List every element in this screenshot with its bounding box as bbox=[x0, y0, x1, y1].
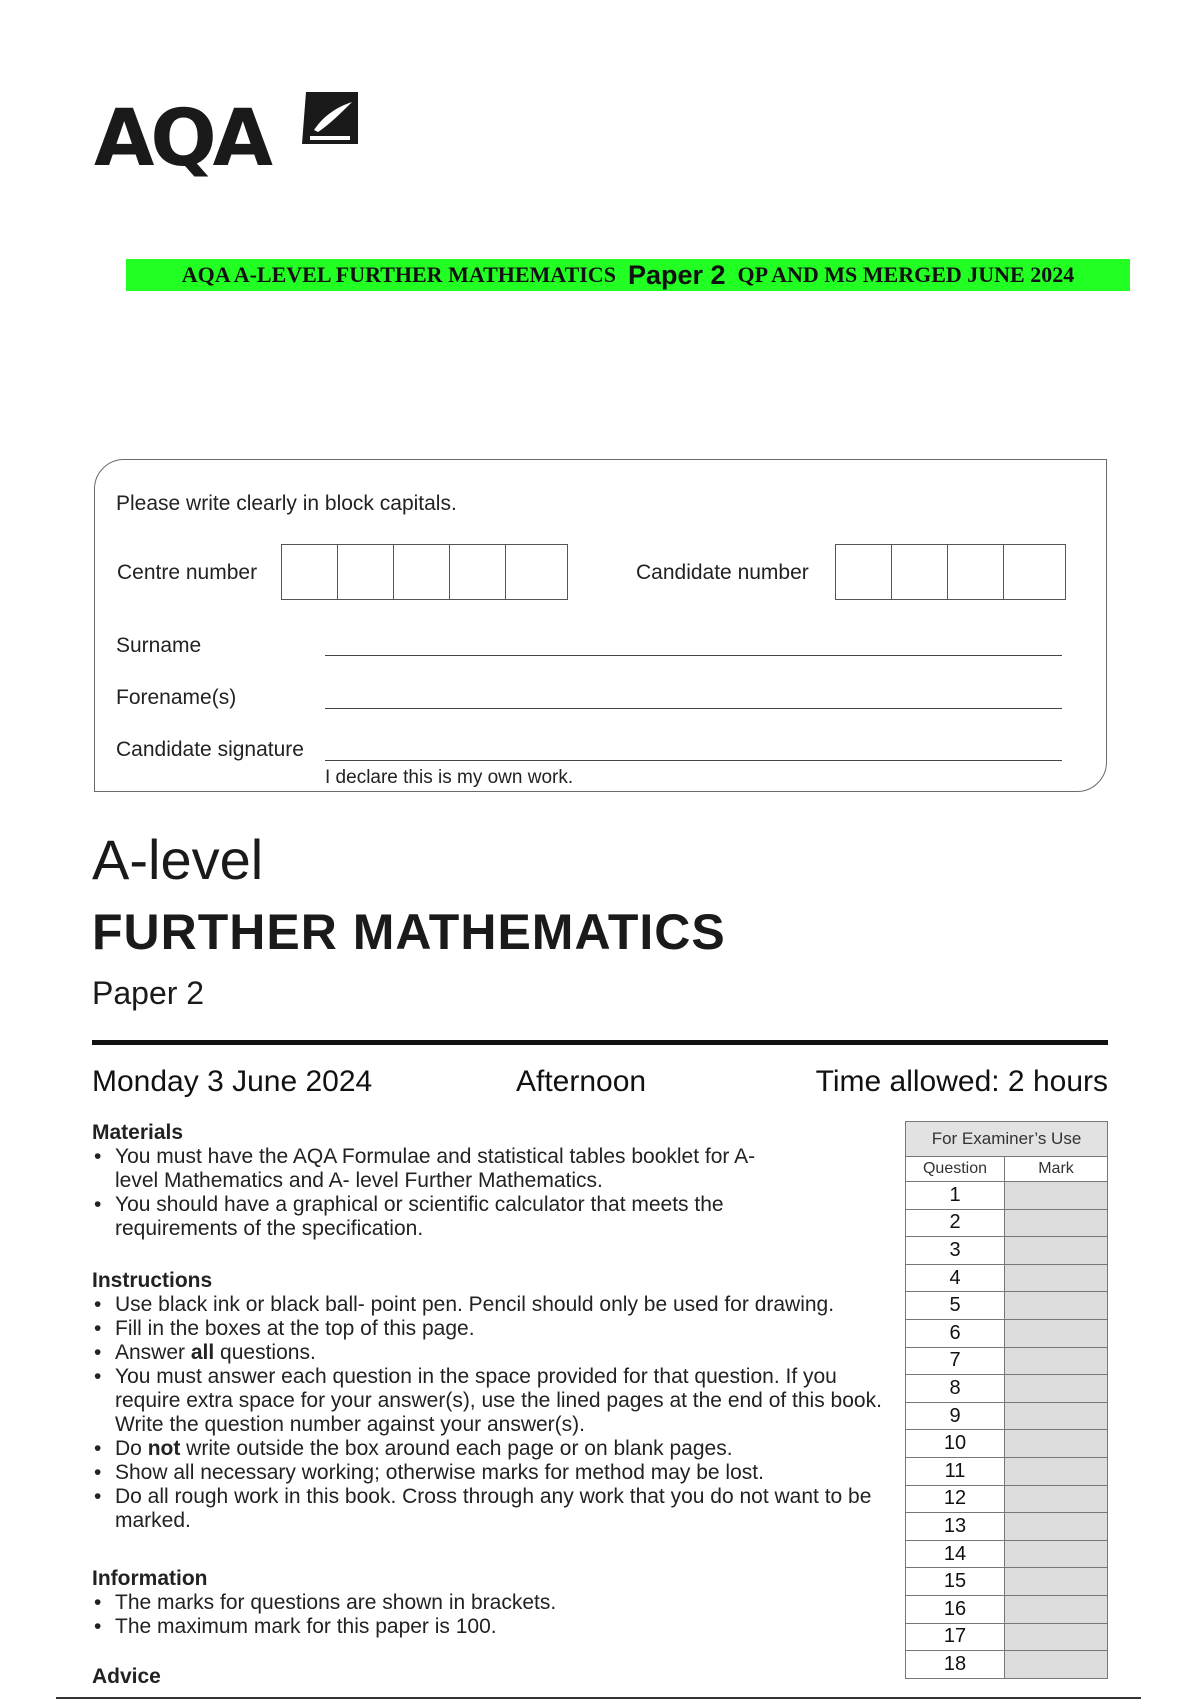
information-section bbox=[92, 1567, 892, 1639]
candidate-digit-box[interactable] bbox=[836, 545, 892, 599]
table-row bbox=[906, 1375, 1108, 1403]
centre-digit-box[interactable] bbox=[450, 545, 506, 599]
subject-title: FURTHER MATHEMATICS bbox=[92, 904, 726, 960]
list-item: • Show all necessary working; otherwise marks for method may be lost. bbox=[92, 1461, 892, 1485]
list-item: • The marks for questions are shown in brackets. bbox=[92, 1591, 892, 1615]
banner-part1: AQA A-LEVEL FURTHER MATHEMATICS bbox=[181, 262, 616, 287]
instructions-heading: Instructions bbox=[92, 1269, 213, 1292]
list-item: • You should have a graphical or scientific calculator that meets the requirements of the specification. bbox=[92, 1193, 795, 1241]
forenames-field[interactable] bbox=[325, 708, 1062, 709]
question-number: 1 bbox=[906, 1182, 1005, 1210]
materials-heading: Materials bbox=[92, 1121, 184, 1144]
instructions-section bbox=[92, 1269, 892, 1533]
table-row bbox=[906, 1623, 1108, 1651]
mark-cell bbox=[1005, 1623, 1108, 1651]
mark-column-header: Mark bbox=[1005, 1157, 1108, 1182]
list-item: • You must have the AQA Formulae and statistical tables booklet for A- level Mathematics and A- level Further Mathematics. bbox=[92, 1145, 795, 1193]
question-number: 10 bbox=[906, 1430, 1005, 1458]
candidate-digit-box[interactable] bbox=[948, 545, 1004, 599]
candidate-number-field[interactable] bbox=[835, 544, 1066, 600]
banner-part2: QP AND MS MERGED JUNE 2024 bbox=[737, 262, 1075, 287]
block-capitals-instruction: Please write clearly in block capitals. bbox=[116, 492, 457, 515]
mark-cell bbox=[1005, 1264, 1108, 1292]
mark-cell bbox=[1005, 1540, 1108, 1568]
list-item: • Fill in the boxes at the top of this page. bbox=[92, 1317, 892, 1341]
question-number: 2 bbox=[906, 1209, 1005, 1237]
table-row bbox=[906, 1568, 1108, 1596]
exam-date: Monday 3 June 2024 bbox=[92, 1065, 373, 1098]
centre-digit-box[interactable] bbox=[506, 545, 562, 599]
table-row bbox=[906, 1237, 1108, 1265]
table-row bbox=[906, 1402, 1108, 1430]
signature-label: Candidate signature bbox=[116, 738, 304, 761]
question-number: 13 bbox=[906, 1513, 1005, 1541]
table-row bbox=[906, 1319, 1108, 1347]
page-bottom-rule bbox=[56, 1697, 1141, 1699]
centre-digit-box[interactable] bbox=[338, 545, 394, 599]
table-row bbox=[906, 1513, 1108, 1541]
exam-session: Afternoon bbox=[516, 1065, 647, 1098]
surname-label: Surname bbox=[116, 634, 202, 657]
surname-field[interactable] bbox=[325, 655, 1062, 656]
candidate-number-label: Candidate number bbox=[636, 561, 809, 584]
question-number: 12 bbox=[906, 1485, 1005, 1513]
table-row bbox=[906, 1485, 1108, 1513]
logo-text: AQA bbox=[94, 94, 270, 184]
table-row bbox=[906, 1264, 1108, 1292]
centre-number-label: Centre number bbox=[117, 561, 258, 584]
title-banner bbox=[126, 259, 1130, 291]
table-row bbox=[906, 1347, 1108, 1375]
mark-cell bbox=[1005, 1568, 1108, 1596]
mark-cell bbox=[1005, 1651, 1108, 1679]
mark-cell bbox=[1005, 1319, 1108, 1347]
mark-cell bbox=[1005, 1347, 1108, 1375]
qualification-level: A-level bbox=[92, 828, 264, 891]
question-number: 11 bbox=[906, 1457, 1005, 1485]
question-number: 4 bbox=[906, 1264, 1005, 1292]
heading-rule bbox=[92, 1040, 1108, 1045]
mark-cell bbox=[1005, 1485, 1108, 1513]
question-number: 15 bbox=[906, 1568, 1005, 1596]
question-number: 16 bbox=[906, 1595, 1005, 1623]
list-item: • Do all rough work in this book. Cross through any work that you do not want to be marked. bbox=[92, 1485, 895, 1533]
question-number: 3 bbox=[906, 1237, 1005, 1265]
declaration-text: I declare this is my own work. bbox=[325, 767, 574, 788]
mark-cell bbox=[1005, 1237, 1108, 1265]
advice-section bbox=[92, 1665, 892, 1689]
signature-field[interactable] bbox=[325, 760, 1062, 761]
question-number: 8 bbox=[906, 1375, 1005, 1403]
information-heading: Information bbox=[92, 1567, 208, 1590]
list-item: • The maximum mark for this paper is 100. bbox=[92, 1615, 892, 1639]
paper-title: Paper 2 bbox=[92, 975, 205, 1011]
list-item: • Do not write outside the box around each page or on blank pages. bbox=[92, 1437, 892, 1461]
question-number: 14 bbox=[906, 1540, 1005, 1568]
question-number: 7 bbox=[906, 1347, 1005, 1375]
mark-cell bbox=[1005, 1595, 1108, 1623]
mark-cell bbox=[1005, 1402, 1108, 1430]
mark-cell bbox=[1005, 1430, 1108, 1458]
examiner-table-title: For Examiner’s Use bbox=[906, 1122, 1108, 1157]
candidate-digit-box[interactable] bbox=[892, 545, 948, 599]
table-row bbox=[906, 1292, 1108, 1320]
time-allowed: Time allowed: 2 hours bbox=[815, 1065, 1108, 1098]
question-number: 5 bbox=[906, 1292, 1005, 1320]
question-number: 17 bbox=[906, 1623, 1005, 1651]
centre-digit-box[interactable] bbox=[282, 545, 338, 599]
question-column-header: Question bbox=[906, 1157, 1005, 1182]
mark-cell bbox=[1005, 1457, 1108, 1485]
centre-number-field[interactable] bbox=[281, 544, 568, 600]
logo-mark-icon bbox=[300, 90, 360, 146]
banner-paper: Paper 2 bbox=[627, 259, 726, 290]
mark-cell bbox=[1005, 1182, 1108, 1210]
mark-cell bbox=[1005, 1209, 1108, 1237]
table-row bbox=[906, 1430, 1108, 1458]
table-row bbox=[906, 1651, 1108, 1679]
candidate-digit-box[interactable] bbox=[1004, 545, 1060, 599]
table-row bbox=[906, 1209, 1108, 1237]
list-item: • You must answer each question in the space provided for that question. If you require extra space for your answer(s), use the lined pages at the end of this book. Write the question number against your answer(s). bbox=[92, 1365, 895, 1437]
aqa-logo bbox=[94, 90, 364, 185]
table-row bbox=[906, 1457, 1108, 1485]
materials-section bbox=[92, 1121, 892, 1241]
forenames-label: Forename(s) bbox=[116, 686, 237, 709]
question-number: 9 bbox=[906, 1402, 1005, 1430]
advice-heading: Advice bbox=[92, 1665, 161, 1688]
question-number: 6 bbox=[906, 1319, 1005, 1347]
mark-cell bbox=[1005, 1513, 1108, 1541]
list-item: • Answer all questions. bbox=[92, 1341, 892, 1365]
mark-cell bbox=[1005, 1375, 1108, 1403]
mark-cell bbox=[1005, 1292, 1108, 1320]
examiner-use-table bbox=[905, 1121, 1108, 1679]
centre-digit-box[interactable] bbox=[394, 545, 450, 599]
candidate-details-box bbox=[94, 459, 1107, 792]
table-row bbox=[906, 1182, 1108, 1210]
question-number: 18 bbox=[906, 1651, 1005, 1679]
table-row bbox=[906, 1540, 1108, 1568]
list-item: • Use black ink or black ball- point pen. Pencil should only be used for drawing. bbox=[92, 1293, 892, 1317]
table-row bbox=[906, 1595, 1108, 1623]
